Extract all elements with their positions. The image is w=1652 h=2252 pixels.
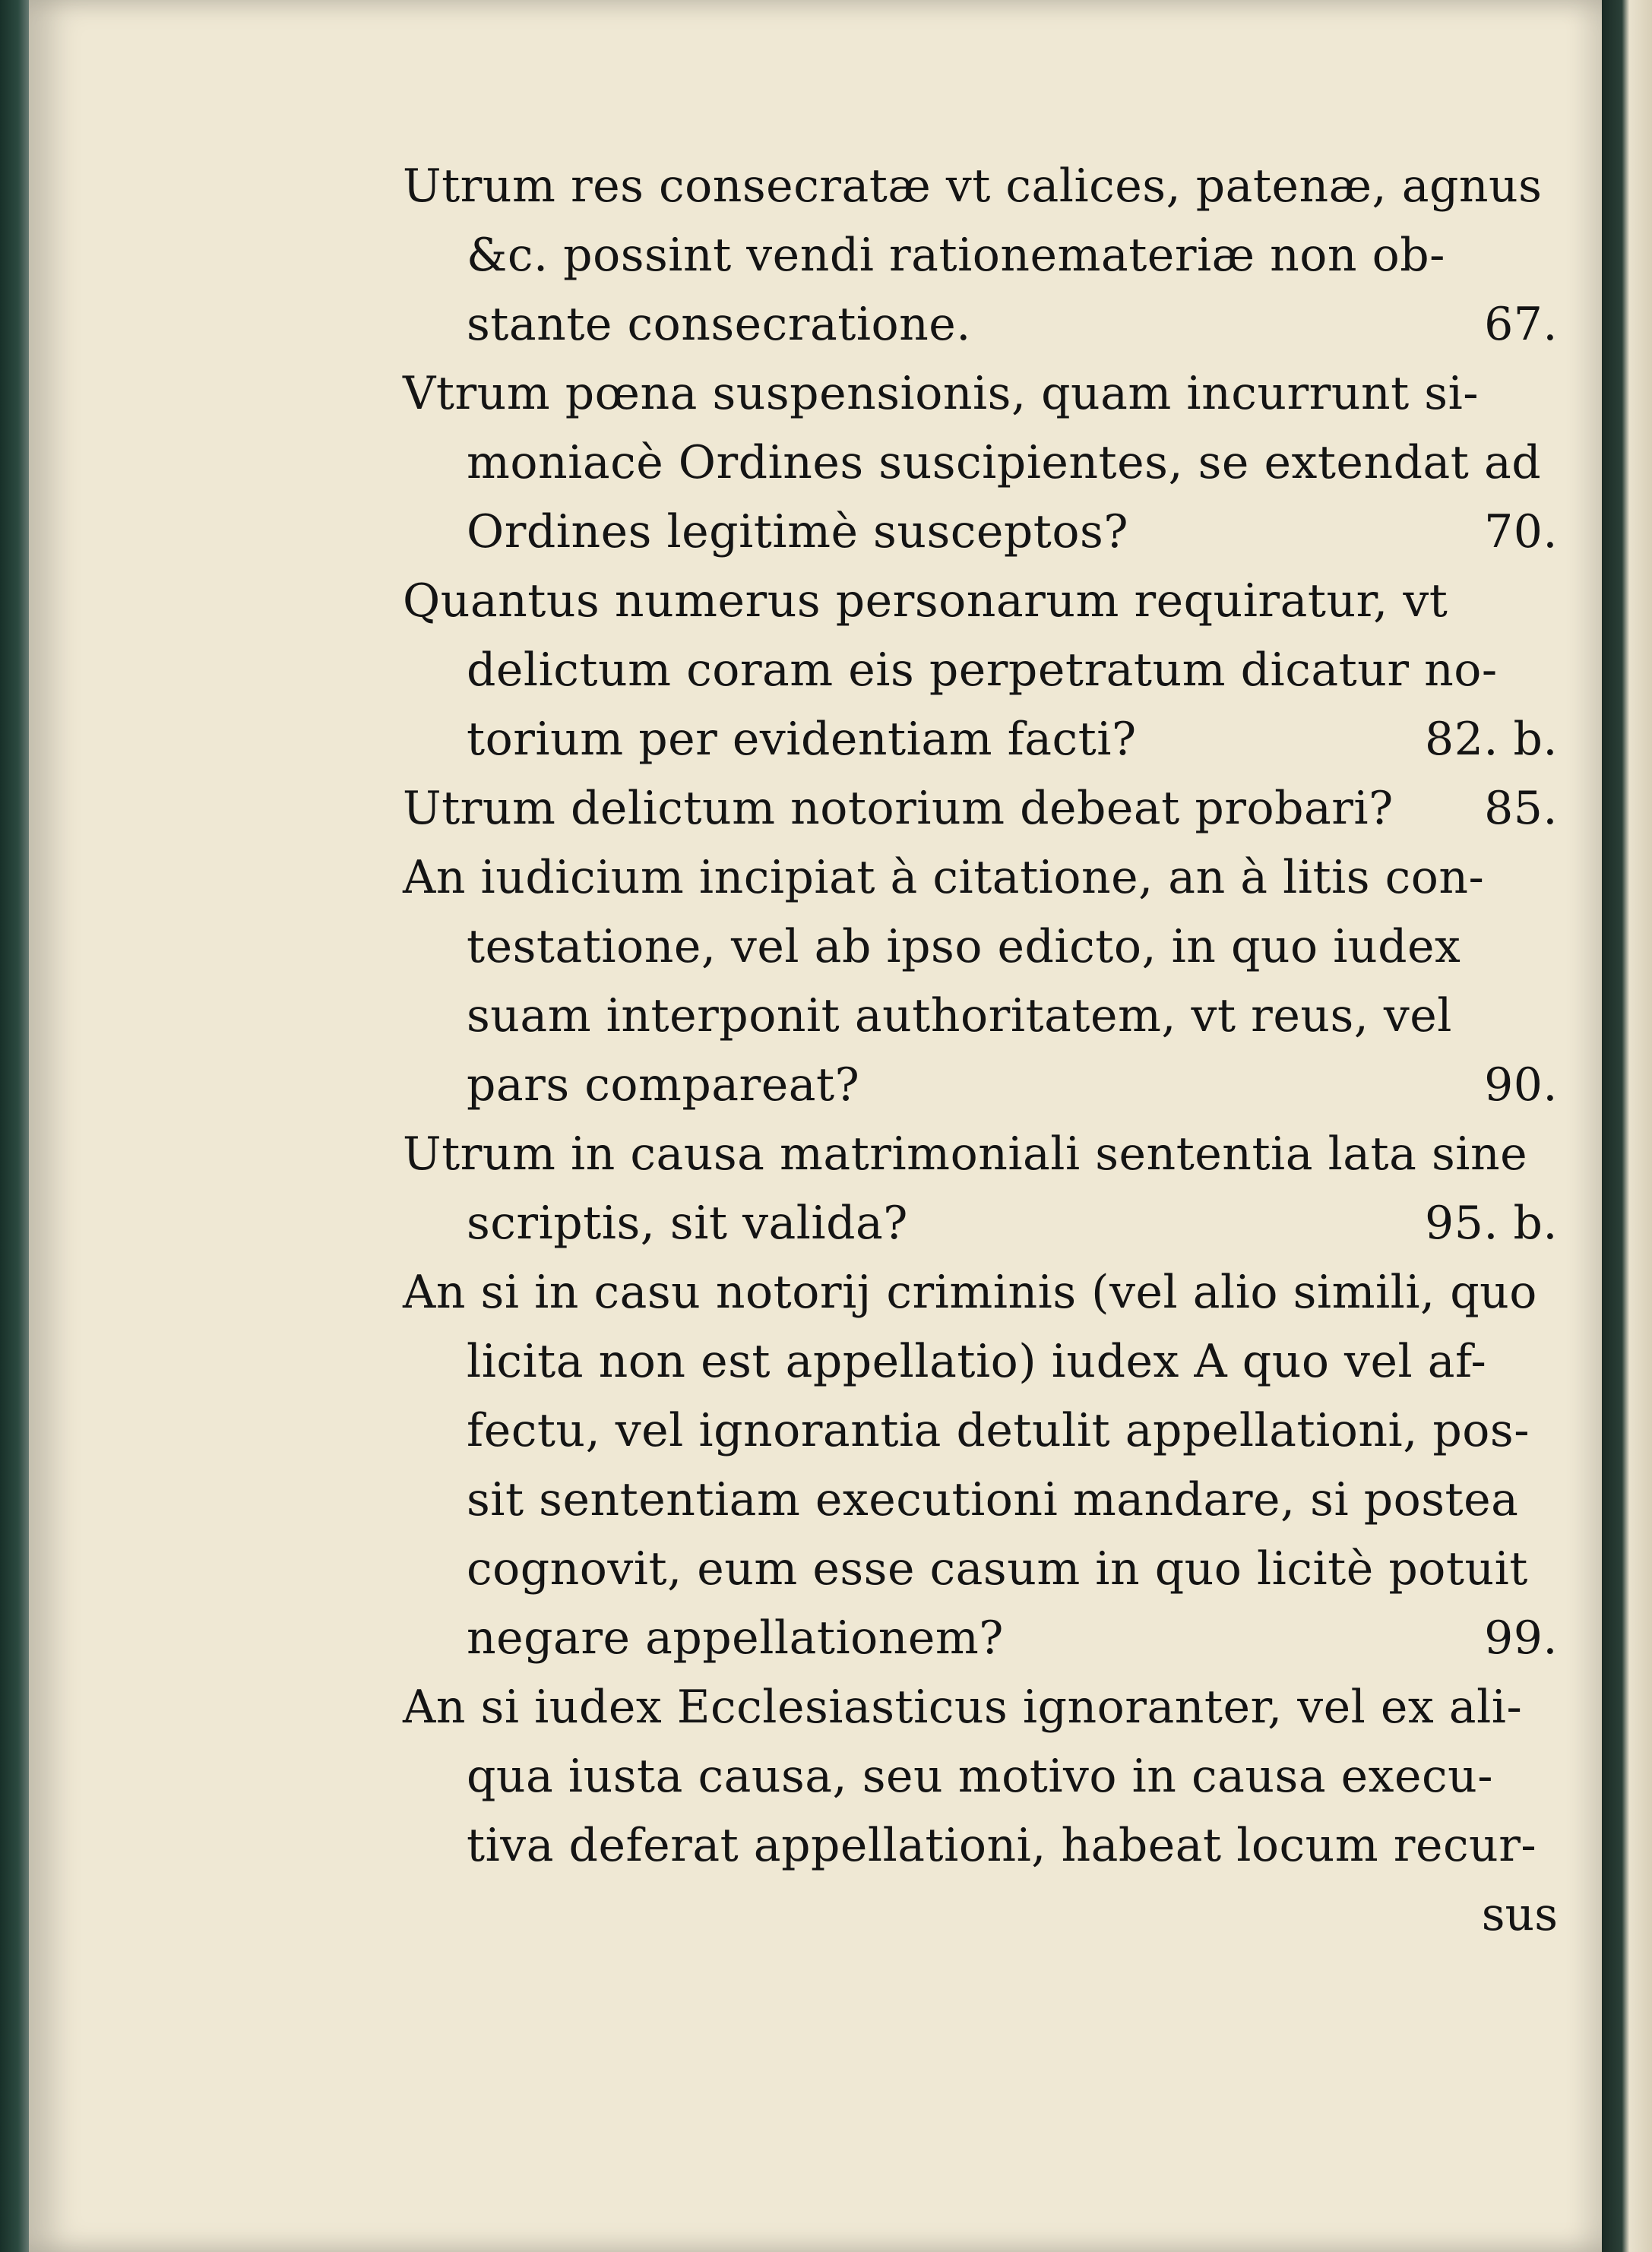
index-entry [403,1673,1558,1880]
entry-line-text: Ordines legitimè susceptos? [467,505,1128,558]
index-entry [403,359,1558,567]
entry-line-text: &c. possint vendi rationemateriæ non ob- [467,229,1445,282]
index-entry [403,1120,1558,1258]
entry-line-text: qua iusta causa, seu motivo in causa execu- [467,1750,1494,1803]
entry-line [403,498,1558,567]
page-reference: 99. [1484,1612,1558,1665]
entry-line-text: torium per evidentiam facti? [467,713,1137,766]
facing-page-edge [1602,0,1652,2252]
entry-line-text: suam interponit authoritatem, vt reus, vel [467,989,1452,1042]
entry-line [403,1189,1558,1258]
entry-line [403,705,1558,774]
entry-line-text: Vtrum pœna suspensionis, quam incurrunt si- [403,367,1480,420]
binding-left-edge [0,0,30,2252]
entry-line-text: tiva deferat appellationi, habeat locum recur- [467,1819,1537,1872]
entry-line [403,1396,1558,1466]
entry-line [403,359,1558,429]
entry-line [403,221,1558,290]
entry-line-text: Utrum in causa matrimoniali sententia lata sine [403,1128,1528,1181]
entry-line-text: Quantus numerus personarum requiratur, vt [403,574,1448,628]
index-entry [403,567,1558,774]
entry-line [403,1673,1558,1742]
entry-line-text: pars compareat? [467,1058,860,1112]
entry-line [403,1327,1558,1396]
entry-line-text: delictum coram eis perpetratum dicatur no- [467,644,1498,697]
entry-line [403,913,1558,982]
entry-line [403,1604,1558,1673]
entry-line-text: An si in casu notorij criminis (vel alio simili, quo [403,1266,1537,1319]
entry-line [403,152,1558,221]
entry-line [403,636,1558,705]
page-reference: 70. [1484,505,1558,558]
entry-line [403,1742,1558,1811]
entry-line [403,982,1558,1051]
entry-line [403,843,1558,913]
entry-line-text: moniacè Ordines suscipientes, se extendat ad [467,436,1542,489]
page-reference: 95. b. [1425,1197,1558,1250]
entry-line [403,1258,1558,1327]
entry-line-text: An si iudex Ecclesiasticus ignoranter, vel ex ali- [403,1681,1523,1734]
entry-line-text: stante consecratione. [467,298,971,351]
entry-line [403,774,1558,843]
entry-line [403,1466,1558,1535]
index-entry [403,1258,1558,1673]
entry-line [403,1811,1558,1880]
entry-line-text: An iudicium incipiat à citatione, an à litis con- [403,851,1485,904]
entry-line-text: Utrum delictum notorium debeat probari? [403,782,1394,835]
entry-line-text: negare appellationem? [467,1612,1004,1665]
entry-line-text: licita non est appellatio) iudex A quo vel af- [467,1335,1487,1388]
entry-line-text: testatione, vel ab ipso edicto, in quo iudex [467,920,1461,973]
entry-line-text: sit sententiam executioni mandare, si postea [467,1473,1519,1526]
index-entry [403,774,1558,843]
page-reference: 82. b. [1425,713,1558,766]
entry-line-text: scriptis, sit valida? [467,1197,908,1250]
entry-line [403,429,1558,498]
page-reference: 67. [1484,298,1558,351]
index-entry [403,843,1558,1120]
entry-line [403,290,1558,359]
entry-line [403,1535,1558,1604]
index-entry [403,152,1558,359]
entry-line-text: fectu, vel ignorantia detulit appellationi, pos- [467,1404,1530,1457]
catchword: sus [1481,1888,1558,1941]
entry-line [403,1120,1558,1189]
page-reference: 85. [1484,782,1558,835]
index-text-block [403,152,1558,1950]
entry-line [403,567,1558,636]
entry-line-text: Utrum res consecratæ vt calices, patenæ, agnus [403,160,1543,213]
entry-line [403,1051,1558,1120]
entry-line-text: cognovit, eum esse casum in quo licitè potuit [467,1542,1528,1596]
page-reference: 90. [1484,1058,1558,1112]
